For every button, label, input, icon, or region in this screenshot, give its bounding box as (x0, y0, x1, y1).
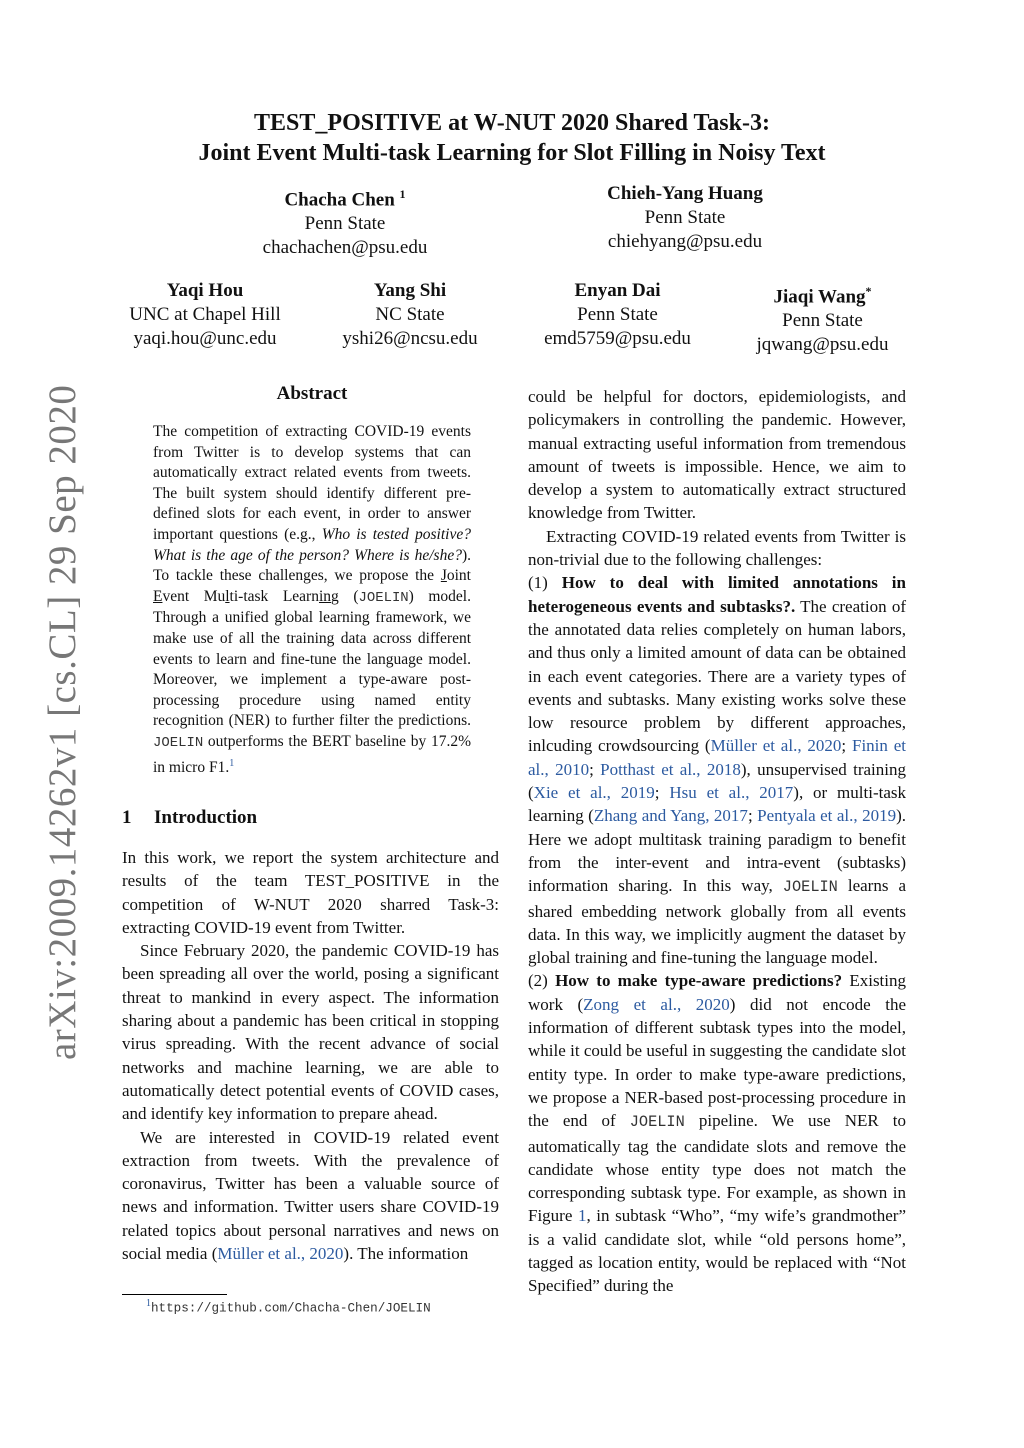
author-name: Jiaqi Wang (773, 286, 866, 308)
paragraph: In this work, we report the system architecture and results of the team TEST_POSITIVE in the competition of W-NUT 2020 sharred Task-3: extracting COVID-19 event from Twitter. (122, 848, 499, 937)
author-affiliation: Penn State (644, 207, 726, 228)
model-name: JOELIN (782, 878, 838, 897)
arxiv-identifier: arXiv:2009.14262v1 [cs.CL] 29 Sep 2020 (41, 384, 84, 1060)
paragraph: Extracting COVID-19 related events from Twitter is non-trivial due to the following challenges: (528, 526, 906, 570)
paragraph: Since February 2020, the pandemic COVID-19 has been spreading all over the world, posing a significant threat to mankind in every aspect. The information sharing about a pandemic has been critical in stopping virus spreading. With the recent advance of social networks and machine learning, we are able to automatically detect potential events of COVID cases, and identify key information to prepare ahead. (122, 941, 499, 1124)
author-block (575, 182, 795, 254)
abstract-heading: Abstract (276, 383, 348, 404)
citation-link[interactable]: Zhang and Yang, 2017 (593, 806, 748, 826)
author-affiliation: UNC at Chapel Hill (129, 304, 281, 325)
paragraph: (1) How to deal with limited annotations in heterogeneous events and subtasks?. The creation of the annotated data relies completely on human labors, and thus only a limited amount of data can be obtained in each event categories. There are a variety types of events and subtasks. Many existing works solve these low resource problem by different approaches, inlcuding crowdsourcing (Müller et al., 2020; Finin et al., 2010; Potthast et al., 2018), unsupervised training (Xie et al., 2019; Hsu et al., 2017), or multi-task learning (Zhang and Yang, 2017; Pentyala et al., 2019). Here we adopt multitask training paradigm to benefit from the inter-event and intra-event (subtasks) information sharing. In this way, JOELIN learns a shared embedding network globally from all events data. In this way, we implicitly augment the dataset by global training and fine-tuning the language model. (528, 573, 907, 968)
author-affiliation: NC State (375, 304, 445, 325)
author-block (245, 182, 445, 260)
author-block (110, 279, 300, 351)
author-email: chiehyang@psu.edu (607, 231, 763, 252)
citation-link[interactable]: Müller et al., 2020 (217, 1244, 344, 1264)
author-affiliation-mark: * (865, 284, 872, 298)
model-name: JOELIN (358, 589, 409, 606)
author-affiliation: Penn State (304, 213, 386, 235)
title-line-1: TEST_POSITIVE at W-NUT 2020 Shared Task-3: (254, 110, 770, 136)
author-block (325, 279, 495, 351)
abstract-text: The competition of extracting COVID-19 events from Twitter is to develop systems that can automatically extract related events from tweets. The built system should identify different pre-defined slots for each event, in order to answer important questions (e.g., Who is tested positive? What is the age of the person? Where is he/she?). To tackle these challenges, we propose the Joint Event Multi-task Learning (JOELIN) model. Through a unified global learning framework, we make use of all the training data across different events to learn and fine-tune the language model. Moreover, we implement a type-aware post-processing procedure using named entity recognition (NER) to further filter the predictions. JOELIN outperforms the BERT baseline by 17.2% in micro F1.$^1$ (153, 423, 471, 776)
left-column-text (122, 846, 499, 1265)
citation-link[interactable]: Zong et al., 2020 (583, 994, 730, 1014)
citation-link[interactable]: Finin et al., 2010 (528, 736, 906, 779)
author-block (530, 279, 705, 351)
author-email: chachachen@psu.edu (262, 237, 428, 259)
citation-link[interactable]: Hsu et al., 2017 (669, 783, 794, 803)
author-email: emd5759@psu.edu (544, 328, 691, 349)
citation-link[interactable]: Potthast et al., 2018 (600, 759, 741, 779)
footnote-divider (122, 1294, 227, 1295)
footnote-link[interactable]: 1 (229, 757, 235, 769)
footnote-url[interactable]: https://github.com/Chacha-Chen/JOELIN (151, 1301, 431, 1316)
author-name: Enyan Dai (574, 280, 661, 301)
model-name: JOELIN (153, 734, 204, 751)
model-name: JOELIN (629, 1113, 685, 1132)
right-column-text (528, 385, 906, 1298)
author-name: Chieh-Yang Huang (607, 183, 763, 204)
figure-link[interactable]: 1 (577, 1206, 587, 1226)
section-heading: 1 Introduction (122, 807, 258, 828)
paragraph: We are interested in COVID-19 related event extraction from tweets. With the prevalence of coronavirus, Twitter has been a valuable source of news and information. Twitter users share COVID-19 related topics about personal narratives and news on social media (Müller et al., 2020). The information (122, 1127, 499, 1264)
author-email: jqwang@psu.edu (756, 334, 889, 356)
author-affiliation: Penn State (782, 310, 863, 332)
paragraph: (2) How to make type-aware predictions? Existing work (Zong et al., 2020) did not encode the information of different subtask types into the model, while it could be useful in suggesting the candidate slot entity type. In order to make type-aware predictions, we propose a NER-based post-processing procedure in the end of JOELIN pipeline. We use NER to automatically tag the candidate slots and remove the candidate whose entity type does not match the corresponding subtask type. For example, as shown in Figure 1, in subtask “Who”, “my wife’s grandmother” is a valid candidate slot, while “old persons home”, tagged as location entity, would be replaced with “Not Specified” during the (528, 971, 907, 1296)
author-name: Yaqi Hou (166, 280, 244, 301)
author-email: yshi26@ncsu.edu (342, 328, 478, 349)
author-email: yaqi.hou@unc.edu (133, 328, 277, 349)
title-line-2: Joint Event Multi-task Learning for Slot Filling in Noisy Text (198, 140, 826, 166)
citation-link[interactable]: Pentyala et al., 2019 (757, 806, 897, 826)
paper-title (0, 108, 1024, 168)
footnote: $^1$https://github.com/Chacha-Chen/JOELIN (146, 1298, 431, 1316)
author-name: Yang Shi (373, 280, 447, 301)
citation-link[interactable]: Xie et al., 2019 (533, 783, 655, 803)
author-affiliation-mark: 1 (399, 187, 406, 201)
citation-link[interactable]: Müller et al., 2020 (710, 736, 842, 756)
author-name: Chacha Chen (284, 189, 395, 211)
author-affiliation: Penn State (577, 304, 658, 325)
paragraph: could be helpful for doctors, epidemiologists, and policymakers in controlling the pandemic. However, manual extracting useful information from tremendous amount of tweets is impossible. Hence, we aim to develop a system to automatically extract structured knowledge from Twitter. (528, 387, 906, 523)
author-block (740, 279, 905, 357)
